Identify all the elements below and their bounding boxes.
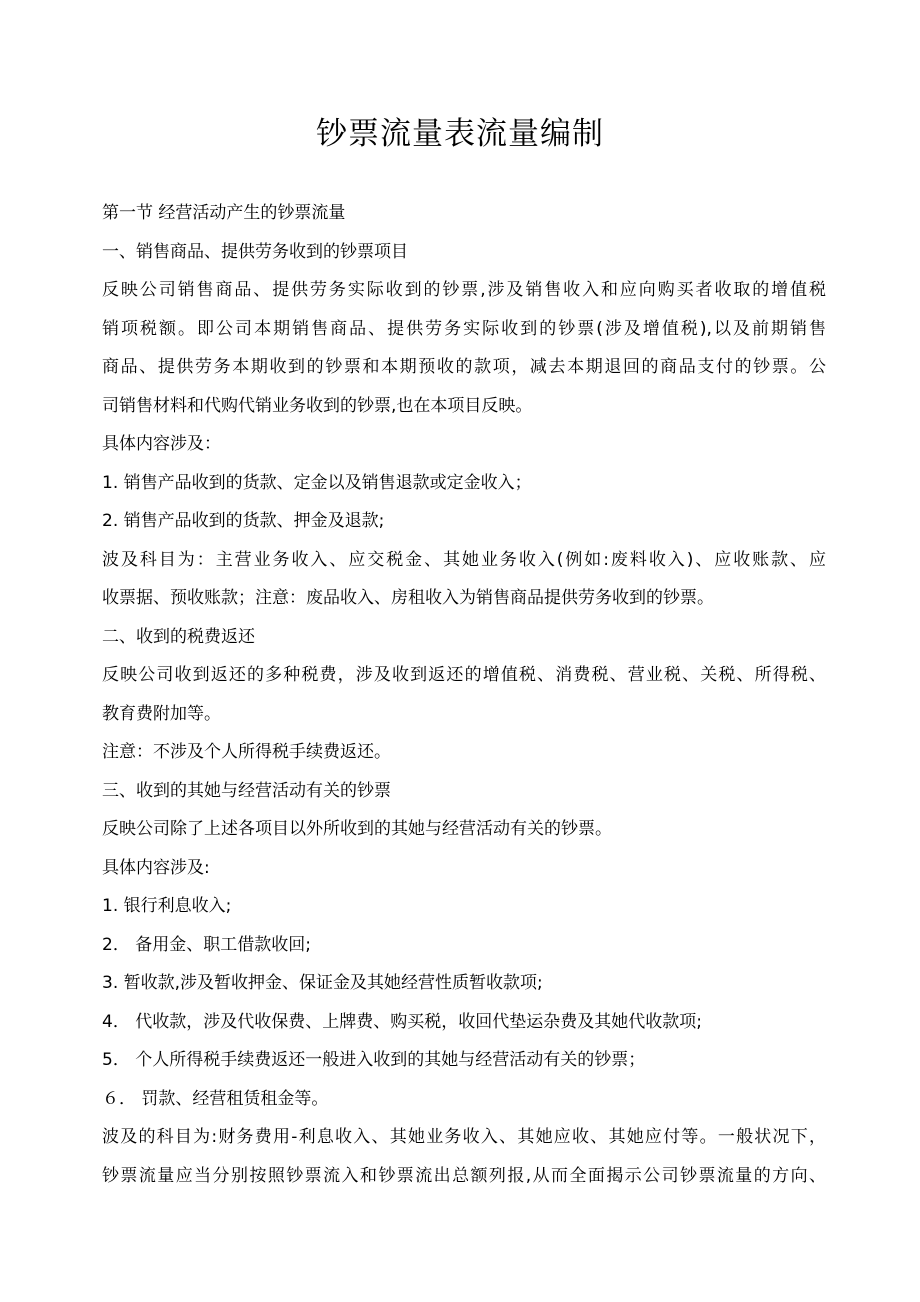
paragraph-line: 收票据、预收账款；注意：废品收入、房租收入为销售商品提供劳务收到的钞票。 [102, 588, 714, 608]
list-item: 5． 个人所得税手续费返还一般进入收到的其她与经营活动有关的钞票； [102, 1050, 646, 1070]
item-heading: 二、收到的税费返还 [102, 626, 255, 647]
paragraph-line: 反映公司收到返还的多种税费，涉及收到返还的增值税、消费税、营业税、关税、所得税、 [102, 665, 826, 685]
list-item: 1. 银行利息收入; [102, 896, 232, 916]
paragraph-line: 反映公司除了上述各项目以外所收到的其她与经营活动有关的钞票。 [102, 819, 612, 839]
paragraph-line: 教育费附加等。 [102, 703, 221, 724]
list-item: ６． 罚款、经营租赁租金等。 [102, 1088, 329, 1109]
paragraph-line: 反映公司销售商品、提供劳务实际收到的钞票,涉及销售收入和应向购买者收取的增值税 [102, 280, 826, 300]
list-item: 2． 备用金、职工借款收回; [102, 934, 311, 955]
paragraph-line: 销项税额。即公司本期销售商品、提供劳务实际收到的钞票(涉及增值税),以及前期销售 [102, 318, 826, 339]
paragraph-line: 具体内容涉及: [102, 857, 210, 878]
document-body [102, 194, 826, 1195]
document-title: 钞票流量表流量编制 [316, 116, 604, 152]
section-heading: 第一节 经营活动产生的钞票流量 [102, 203, 346, 223]
item-heading: 三、收到的其她与经营活动有关的钞票 [102, 780, 391, 801]
list-item: 1. 销售产品收到的货款、定金以及销售退款或定金收入； [102, 472, 532, 493]
paragraph-line: 注意：不涉及个人所得税手续费返还。 [102, 742, 391, 762]
paragraph-line: 具体内容涉及： [102, 434, 221, 454]
paragraph-line: 波及科目为：主营业务收入、应交税金、其她业务收入(例如:废料收入)、应收账款、应 [102, 549, 826, 570]
list-item: 3. 暂收款,涉及暂收押金、保证金及其她经营性质暂收款项; [102, 973, 543, 993]
paragraph-line: 波及的科目为:财务费用-利息收入、其她业务收入、其她应收、其她应付等。一般状况下， [102, 1127, 826, 1147]
paragraph-line: 商品、提供劳务本期收到的钞票和本期预收的款项，减去本期退回的商品支付的钞票。公 [102, 357, 826, 377]
list-item: 4． 代收款，涉及代收保费、上牌费、购买税，收回代垫运杂费及其她代收款项; [102, 1011, 702, 1032]
item-heading: 一、销售商品、提供劳务收到的钞票项目 [102, 241, 408, 262]
list-item: 2. 销售产品收到的货款、押金及退款; [102, 511, 385, 531]
paragraph-line: 钞票流量应当分别按照钞票流入和钞票流出总额列报,从而全面揭示公司钞票流量的方向、 [102, 1165, 826, 1186]
paragraph-line: 司销售材料和代购代销业务收到的钞票,也在本项目反映。 [102, 395, 533, 416]
